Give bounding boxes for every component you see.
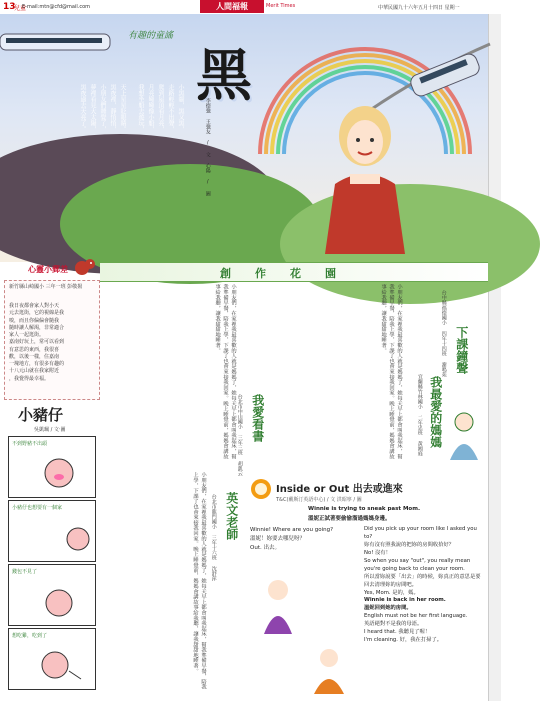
- dialog-line: 所以當妳說要「出去」的時候，妳真正的意思是要回去清理妳的房間吧。: [364, 573, 481, 588]
- mailbox-line: 嘉南好玩上，常可以看到: [9, 339, 65, 346]
- article-author: 台北市龍門國小 三年十六班 沈舒萍: [210, 494, 217, 581]
- comic-caption: 錢包不見了: [12, 569, 38, 575]
- series-title: 有趣的童謠: [128, 31, 174, 41]
- poem-title: 黑: [196, 43, 252, 109]
- comic-title: 小豬仔: [18, 406, 64, 424]
- mailbox-line: 家人一起逛街。: [9, 332, 45, 338]
- article-author: 宜蘭縣竹林國小 二年忠班 黃湘庭: [416, 374, 423, 456]
- comic-panel: [8, 500, 96, 562]
- poem-line: 黑夜裡，靜悄悄，: [109, 84, 116, 132]
- article-body: 小朋友們，在家裡我最喜歡的人就是媽媽了，她每天早上都會叫我起床，幫我準備早餐，陪我上學，下課了也會來接我回家。晚上睡覺前，媽媽會講故事給我聽，讓我甜甜地睡著。: [214, 284, 236, 459]
- mailbox-line: 歡，以後一樣，住嘉南: [9, 353, 60, 360]
- dialog-line: Yes, Mom. 是的，媽。: [364, 589, 419, 596]
- comic-caption: 不到野豬不出頭: [12, 441, 48, 447]
- lesson-intro-zh: 溫妮正試著要偷偷溜過媽媽身邊。: [308, 516, 391, 522]
- article-body: 小朋友們，在家裡我最喜歡的人就是媽媽了，她每天早上都會叫我起床，幫我準備早餐，陪我上學，下課了也會來接我回家。晚上睡覺前，媽媽會講故事給我聽，讓我甜甜地睡著。: [192, 472, 206, 690]
- english-lesson: [248, 476, 486, 698]
- article-title: 我愛看書: [250, 394, 265, 442]
- comic-strip: [4, 402, 98, 698]
- lesson-title: Inside or Out 出去或進來: [276, 484, 403, 495]
- mailbox-header: [2, 262, 100, 276]
- dialog-left: [250, 526, 360, 552]
- dialog-line: So when you say "out", you really mean you're going back to clean your room.: [364, 557, 471, 572]
- logo-subtitle: Merit Times: [266, 3, 296, 9]
- girl-cleaning-illustration: [304, 646, 354, 696]
- pig-icon: [63, 521, 93, 555]
- comic-panel: [8, 436, 96, 498]
- poem-line: 天上星星眨眼睛。: [119, 84, 126, 132]
- globe-icon: [250, 478, 272, 500]
- pig-icon: [39, 581, 79, 621]
- doll-icon: [444, 410, 484, 462]
- dialog-right: [364, 526, 484, 645]
- page-header: [0, 0, 500, 15]
- article-title: 下課鐘聲: [454, 326, 469, 374]
- banner-illustration: [0, 14, 488, 262]
- comic-panel: [8, 564, 96, 626]
- comic-caption: 想吃雞，吃到了: [12, 633, 48, 639]
- issue-date: 中華民國九十六年五月十四日 星期一: [378, 5, 460, 11]
- article-author: 台北市中山國小 三年三班 胡凱云: [236, 394, 243, 476]
- poem-line: 小朋友們睡覺了，: [99, 84, 106, 132]
- article-title: 我最愛的媽媽: [428, 376, 443, 448]
- squirrel-icon: [72, 256, 98, 278]
- mailbox-line: 元去逛街，它的視線是我: [9, 310, 65, 317]
- poem-line: 我想坐船去遊玩，: [137, 84, 144, 132]
- section-label: 兒童: [14, 5, 27, 12]
- mailbox-line: 嗅，而且你偏偏會隨我: [9, 317, 60, 324]
- comic-panel: [8, 628, 96, 690]
- dialog-line: 溫妮回到她的房間。: [364, 605, 412, 612]
- article-title: 英文老師: [224, 492, 239, 540]
- mailbox-line: 隨時讓人解渴，非常適合: [9, 324, 65, 331]
- article-area-bottom-left: [104, 472, 244, 698]
- mailbox-text: [9, 303, 95, 383]
- left-train-icon: [0, 28, 110, 58]
- email-link[interactable]: E-mail:mtn@cfd@mail.com: [22, 4, 91, 10]
- mailbox-author: 新竹縣山崎國小 三年一班 彭敬揚: [9, 284, 83, 290]
- poem-line: 小黑貓，黑又黑，: [177, 84, 184, 132]
- article-body: 小朋友們，在家裡我最喜歡的人就是媽媽了，她每天早上都會叫我起床，幫我準備早餐，陪我上學，下課了也會來接我回家。晚上睡覺前，媽媽會講故事給我聽，讓我甜甜地睡著。: [380, 284, 402, 459]
- article-author: 台中縣福德國小 四年十四班 謝鳴苑: [440, 290, 447, 377]
- mailbox-line: ，我覺得最幸福。: [9, 375, 50, 382]
- garden-heading-bar: [100, 262, 488, 282]
- mailbox-line: 一塊地方，有很多有趣的: [9, 361, 65, 367]
- dialog-line: 溫妮！妳要去哪兒呀？: [250, 535, 306, 542]
- poem-line: 爬到屋頂看月亮，: [157, 84, 164, 132]
- lesson-intro-en: Winnie is trying to sneak past Mom.: [308, 506, 421, 512]
- article-area-top: [104, 284, 484, 476]
- pig-icon: [33, 643, 83, 685]
- pig-icon: [39, 451, 79, 491]
- dialog-line: 英語絕對不是我的母語。: [364, 621, 423, 628]
- dialog-line: Winnie is back in her room.: [364, 597, 446, 604]
- poem-line: 月亮彎彎像小船，: [147, 84, 154, 132]
- mailbox-line: 十八元山就在我家附近: [9, 368, 60, 375]
- mailbox-line: 有意思的東西，我很喜: [9, 346, 60, 353]
- dialog-line: Out. 出去。: [250, 544, 280, 551]
- poem-credit: 李德強 王強友 / 文 心陽 / 圖: [204, 98, 211, 196]
- dialog-line: 妳有沒有照我說的把妳的房間收拾好？: [364, 541, 455, 548]
- dialog-line: I heard that. 我聽見了喔！: [364, 629, 431, 636]
- dialog-line: Did you pick up your room like I asked you to?: [364, 526, 477, 540]
- dialog-line: I'm cleaning. 好，我在打掃了。: [364, 637, 443, 644]
- poem-body: [8, 84, 183, 192]
- mailbox-title: 心靈小郵差: [28, 265, 68, 274]
- comic-credit: 吳凱珮 / 文‧圖: [34, 427, 66, 433]
- poem-line: 黑夜過去天亮了。: [79, 84, 86, 132]
- mom-illustration: [256, 576, 300, 636]
- poem-line: 夢裡看見大太陽，: [89, 84, 96, 132]
- lesson-credit: T&C(戴斯汀英語中心) / 文 洪昭寧 / 圖: [276, 497, 362, 503]
- garden-heading: 創作花園: [220, 267, 360, 280]
- poem-line: 走路輕輕不出聲，: [167, 84, 174, 132]
- comic-caption: 小豬仔也想要有一個家: [12, 505, 63, 511]
- girl-illustration: [310, 94, 420, 264]
- mailbox-line: 我日夜都會家人對小天: [9, 303, 60, 309]
- dialog-line: No! 沒有！: [364, 549, 391, 556]
- mailbox-article: [4, 280, 100, 400]
- dialog-line: English must not be her first language.: [364, 613, 468, 620]
- page-number: 13: [3, 2, 16, 12]
- dialog-line: Winnie! Where are you going?: [250, 527, 334, 533]
- newspaper-logo: 人間福報: [200, 0, 264, 13]
